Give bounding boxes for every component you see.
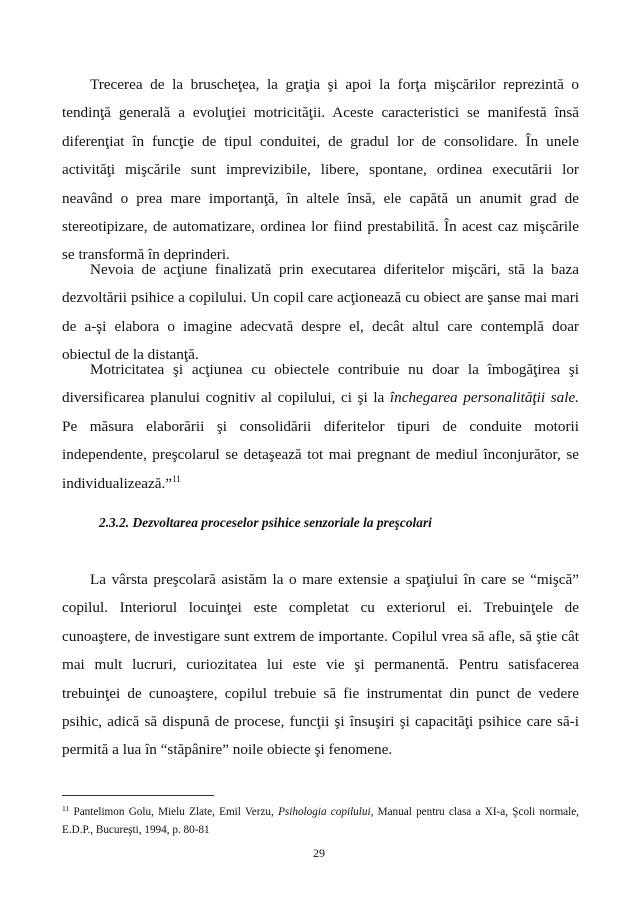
paragraph-space-extension: La vârsta preşcolară asistăm la o mare extensie a spaţiului în care se “mişcă” copilul. Interiorul locuinţei este completat cu exteriorul ei. Trebuinţele de cunoaştere, de investigare sunt extrem de importante. Copilul vrea să afle, să ştie cât mai mult lucruri, curiozitatea lui este vie şi permanentă. Pentru satisfacerea trebuinţei de cunoaştere, copilul trebuie să fie instrumentat din punct de vedere psihic, adică să dispună de procese, funcţii şi însuşiri şi capacităţi psihice care să-i permită a lua în “stăpânire” noile obiecte şi fenomene. [62,571,579,759]
footnote [62,803,579,839]
paragraph-motricity-evolution: Trecerea de la bruscheţea, la graţia şi apoi la forţa mişcărilor reprezintă o tendinţă generală a evoluţiei motricităţii. Aceste caracteristici se manifestă însă diferenţiat în funcţie de tipul conduitei, de gradul lor de consolidare. În unele activităţi mişcările sunt imprevizibile, libere, spontane, ordinea executării lor neavând o prea mare importanţă, în altele însă, ele capătă un anumit grad de stereotipizare, de automatizare, ordinea lor fiind prestabilită. În acest caz mişcările se transformă în deprinderi. [62,76,579,264]
footnote-reference: 11 [172,473,181,484]
footnote-divider [62,795,214,796]
page-number: 29 [313,846,325,860]
footnote-authors: Pantelimon Golu, Mielu Zlate, Emil Verzu, [69,806,279,818]
paragraph-need-for-action: Nevoia de acţiune finalizată prin executarea diferitelor mişcări, stă la baza dezvoltării psihice a copilului. Un copil care acţionează cu obiect are şanse mai mari de a-şi elabora o imagine adecvată despre el, decât altul care contemplă doar obiectul de la distanţă. [62,261,579,364]
footnote-book-title: Psihologia copilului [278,806,371,818]
footnote-details: , Manual pentru clasa a XI-a, Şcoli normale, E.D.P., Bucureşti, 1994, p. 80-81 [62,806,579,836]
paragraph-motricity-personality [62,356,579,498]
section-heading: 2.3.2. Dezvoltarea proceselor psihice senzoriale la preşcolari [99,515,432,530]
paragraph-text: Pe măsura elaborării şi consolidării diferitelor tipuri de conduite motorii independente, preşcolarul se detaşează tot mai pregnant de mediul înconjurător, se individualizează.” [62,417,579,492]
footnote-number: 11 [62,804,70,813]
paragraph-text: Motricitatea şi acţiunea cu obiectele contribuie nu doar la îmbogăţirea şi diversificarea planului cognitiv al copilului, ci şi la [62,361,579,407]
emphasized-text: închegarea personalităţii sale. [389,389,579,407]
